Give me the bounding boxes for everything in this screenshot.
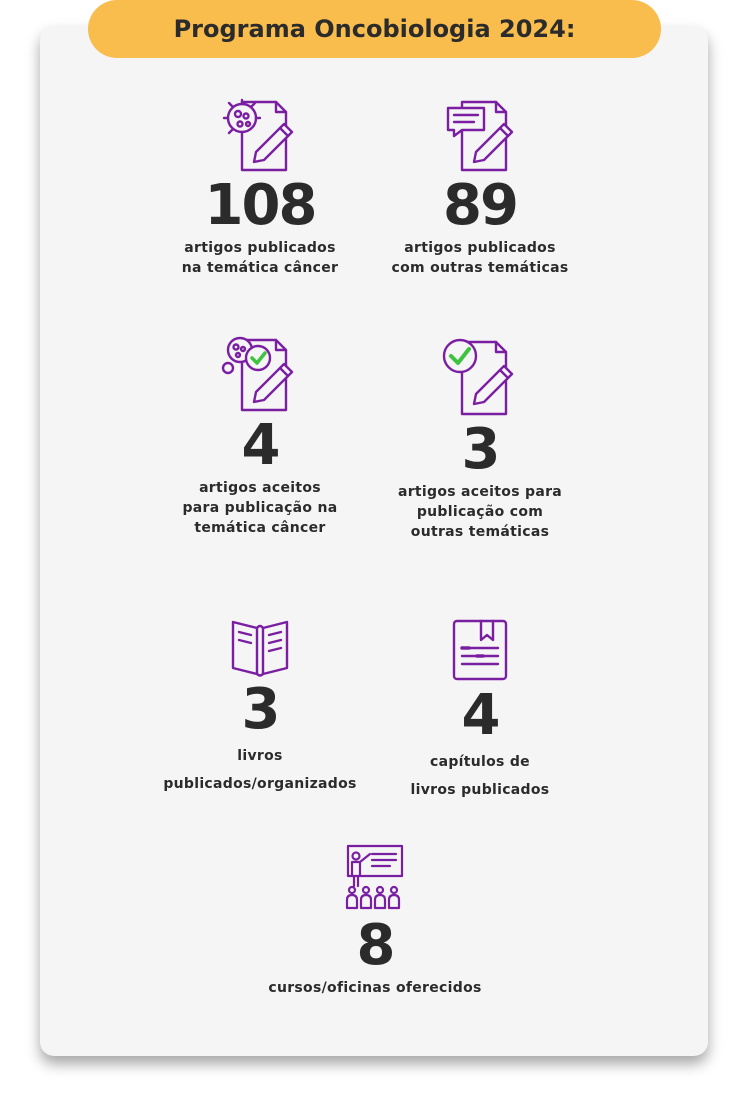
- stat-label: cursos/oficinas oferecidos: [268, 980, 482, 996]
- stat-label: artigos aceitos para publicação com outras temáticas: [397, 484, 563, 540]
- document-cell-pencil-icon: [220, 94, 300, 174]
- stat-value: 3: [241, 677, 279, 742]
- document-cell-check-icon: [218, 330, 302, 414]
- stat-label: artigos aceitos para publicação na temática câncer: [182, 480, 338, 536]
- stat-books: [150, 612, 370, 798]
- stat-accepted-cancer: [160, 330, 360, 538]
- stat-articles-other: [380, 94, 580, 278]
- stat-articles-cancer: [160, 94, 360, 278]
- teacher-classroom-icon: [342, 842, 408, 914]
- stat-label: capítulos de livros publicados: [410, 754, 550, 798]
- stat-value: 108: [204, 173, 316, 238]
- stat-value: 3: [461, 417, 499, 482]
- stat-value: 8: [356, 913, 394, 978]
- stat-courses: [225, 842, 525, 998]
- stat-label: artigos publicados na temática câncer: [181, 240, 339, 276]
- stat-book-chapters: [380, 616, 580, 804]
- stat-label: artigos publicados com outras temáticas: [391, 240, 569, 276]
- document-chat-pencil-icon: [440, 94, 520, 174]
- stat-value: 4: [241, 413, 279, 478]
- stat-value: 89: [443, 173, 517, 238]
- page-title: [88, 0, 661, 58]
- stat-value: 4: [461, 683, 499, 748]
- stat-accepted-other: [380, 334, 580, 542]
- page-title-text: Programa Oncobiologia 2024:: [173, 15, 576, 43]
- open-book-icon: [227, 612, 293, 678]
- bookmarked-page-icon: [449, 616, 511, 684]
- document-check-pencil-icon: [438, 334, 522, 418]
- stat-label: livros publicados/organizados: [163, 748, 357, 792]
